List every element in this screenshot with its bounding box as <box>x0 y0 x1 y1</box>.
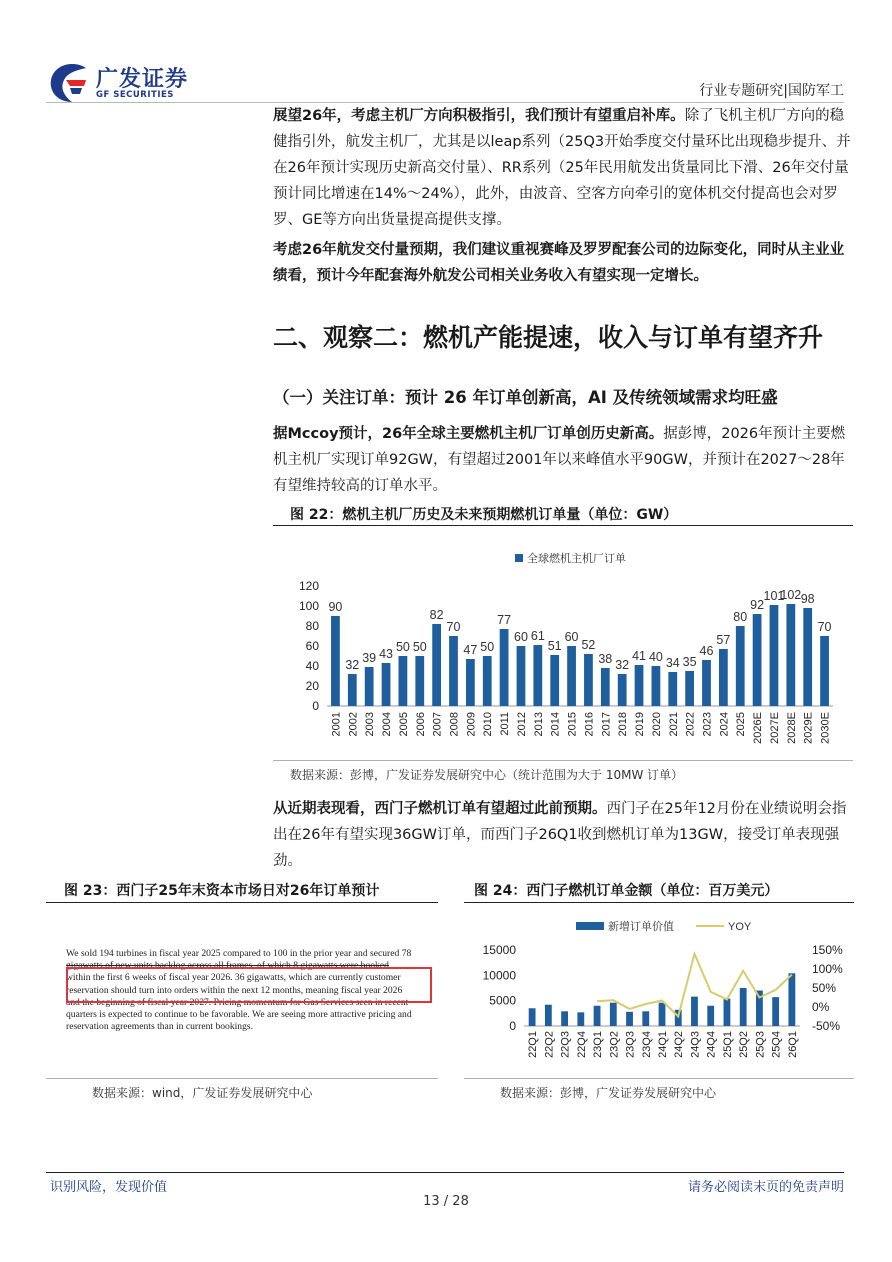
x-tick-label: 2028E <box>785 712 798 744</box>
y-right-tick-label: 100% <box>812 962 843 976</box>
bar <box>652 666 661 706</box>
figure-23-title: 图 23：西门子25年末资本市场日对26年订单预计 <box>64 883 380 899</box>
data-label: 39 <box>362 651 377 665</box>
bar <box>449 636 458 706</box>
y-tick-label: 40 <box>305 659 319 673</box>
x-tick-label: 2007 <box>431 712 444 737</box>
x-tick-label: 2016 <box>583 712 596 737</box>
page-number: 13 / 28 <box>423 1194 469 1209</box>
x-tick-label: 2005 <box>397 712 410 737</box>
bar <box>594 1006 601 1026</box>
paragraph-2-lead: 考虑26年航发交付量预期，我们建议重视赛峰及罗罗配套公司的边际变化，同时从主业业绩看，预计今年配套海外航发公司相关业务收入有望实现一定增长。 <box>273 242 845 284</box>
y-right-tick-label: 150% <box>812 943 843 957</box>
figure-24-source: 数据来源：彭博，广发证券发展研究中心 <box>500 1086 717 1100</box>
bar <box>331 616 340 706</box>
data-label: 52 <box>581 638 596 652</box>
bar <box>533 645 542 706</box>
y-right-tick-label: 50% <box>812 981 837 995</box>
paragraph-2 <box>273 237 853 289</box>
x-tick-label: 2015 <box>566 712 579 737</box>
data-label: 51 <box>547 639 562 653</box>
bar <box>772 997 779 1026</box>
quote-line: within the first 6 weeks of fiscal year 2026. 36 gigawatts, which are currently customer <box>66 972 401 984</box>
legend-label-yoy: YOY <box>728 921 752 933</box>
bar <box>702 660 711 706</box>
bar <box>736 626 745 706</box>
x-tick-label: 2013 <box>532 712 545 737</box>
legend-label-order-value: 新增订单价值 <box>608 921 674 933</box>
x-tick-label: 24Q3 <box>689 1031 702 1058</box>
bar <box>635 665 644 706</box>
x-tick-label: 2006 <box>414 712 427 737</box>
figure-22-bottom-rule <box>273 760 853 761</box>
logo-text-cn: 广发证券 <box>96 67 189 92</box>
gf-logo-icon <box>46 60 92 104</box>
footer-divider <box>46 1172 844 1173</box>
quote-line: reservation agreements than in current bookings. <box>66 1021 254 1033</box>
data-label: 90 <box>328 600 343 614</box>
x-tick-label: 25Q3 <box>754 1031 767 1058</box>
bar <box>415 656 424 706</box>
data-label: 46 <box>699 644 714 658</box>
x-tick-label: 2009 <box>465 712 478 737</box>
x-tick-label: 2002 <box>347 712 360 737</box>
paragraph-4 <box>273 796 853 874</box>
bar <box>529 1008 536 1026</box>
bar <box>685 671 694 706</box>
x-tick-label: 2001 <box>330 712 343 737</box>
bar <box>668 672 677 706</box>
bar <box>500 629 509 706</box>
bar <box>577 1012 584 1026</box>
quote-highlight-box <box>66 967 432 1003</box>
bar <box>753 614 762 706</box>
y-left-tick-label: 10000 <box>482 968 516 983</box>
data-label: 101 <box>763 589 785 603</box>
figure-24-chart <box>464 906 854 1076</box>
x-tick-label: 2019 <box>634 712 647 737</box>
bar <box>724 999 731 1026</box>
x-tick-label: 2023 <box>701 712 714 737</box>
bar <box>626 1012 633 1026</box>
x-tick-label: 2017 <box>600 712 613 737</box>
data-label: 70 <box>817 620 832 634</box>
y-tick-label: 100 <box>298 599 319 613</box>
bar <box>545 1005 552 1026</box>
y-tick-label: 20 <box>305 679 319 693</box>
x-tick-label: 2024 <box>718 712 731 737</box>
x-tick-label: 24Q2 <box>673 1031 686 1058</box>
paragraph-1 <box>273 103 853 233</box>
data-label: 32 <box>345 658 360 672</box>
bar <box>803 608 812 706</box>
brand-logo <box>46 60 196 104</box>
y-right-tick-label: -50% <box>812 1019 841 1033</box>
data-label: 50 <box>395 640 410 654</box>
bar <box>483 656 492 706</box>
bar <box>550 655 559 706</box>
logo-text-en: GF SECURITIES <box>96 90 174 100</box>
quote-line: and the beginning of fiscal year 2027. Pricing momentum for Gas Services seen in recent <box>66 996 409 1008</box>
bar <box>820 636 829 706</box>
x-tick-label: 2030E <box>819 712 832 744</box>
data-label: 82 <box>429 608 444 622</box>
bar <box>642 1011 649 1026</box>
figure-22-chart <box>273 530 853 758</box>
x-tick-label: 24Q1 <box>657 1031 669 1058</box>
bar <box>348 674 357 706</box>
paragraph-3 <box>273 421 853 499</box>
x-tick-label: 23Q3 <box>624 1031 637 1058</box>
bar <box>770 605 779 706</box>
quote-line: reservation should turn into orders within the next 12 months, meaning fiscal year 2026 <box>66 984 403 996</box>
data-label: 50 <box>480 640 495 654</box>
y-tick-label: 120 <box>298 579 319 593</box>
x-tick-label: 25Q4 <box>770 1031 783 1058</box>
data-label: 57 <box>716 633 731 647</box>
section-heading: 二、观察二：燃机产能提速，收入与订单有望齐升 <box>273 323 824 352</box>
data-label: 40 <box>648 650 663 664</box>
x-tick-label: 26Q1 <box>786 1031 799 1058</box>
x-tick-label: 23Q2 <box>608 1031 621 1058</box>
bar <box>601 668 610 706</box>
quote-line: quarters is expected to continue to be favorable. We are seeing more attractive pricing and <box>66 1009 412 1021</box>
x-tick-label: 24Q4 <box>705 1031 718 1058</box>
bar <box>567 646 576 706</box>
data-label: 41 <box>632 649 646 663</box>
legend-label-orders: 全球燃机主机厂订单 <box>527 553 626 565</box>
bar <box>610 1003 617 1026</box>
x-tick-label: 2012 <box>515 712 528 737</box>
paragraph-4-lead: 从近期表现看，西门子燃机订单有望超过此前预期。 <box>273 801 607 817</box>
bar <box>788 973 795 1026</box>
paragraph-3-body: 据彭博，2026年预计主要燃机主机厂实现订单92GW，有望超过2001年以来峰值水平90GW，并预计在2027～28年有望维持较高的订单水平。 <box>273 426 846 494</box>
x-tick-label: 2026E <box>752 712 765 744</box>
legend-swatch-orders <box>515 554 523 562</box>
data-label: 98 <box>800 592 815 606</box>
x-tick-label: 2003 <box>364 712 377 737</box>
paragraph-4-body: 西门子在25年12月份在业绩说明会指出在26年有望实现36GW订单，而西门子26Q1收到燃机订单为13GW，接受订单表现强劲。 <box>273 801 847 869</box>
figure-24-top-rule <box>464 902 854 903</box>
x-tick-label: 23Q1 <box>592 1031 605 1058</box>
x-tick-label: 2008 <box>448 712 461 737</box>
bar <box>659 1003 666 1026</box>
x-tick-label: 2011 <box>499 712 512 736</box>
x-tick-label: 2004 <box>381 712 394 737</box>
bar <box>382 663 391 706</box>
figure-24-title: 图 24：西门子燃机订单金额（单位：百万美元） <box>474 883 779 899</box>
quote-line: gigawatts of new units backlog across all frames, of which 8 gigawatts were booked <box>66 960 389 972</box>
bar <box>517 646 526 706</box>
bar <box>399 656 408 706</box>
data-label: 61 <box>530 629 545 643</box>
x-tick-label: 22Q2 <box>543 1031 556 1058</box>
x-tick-label: 2029E <box>802 712 815 744</box>
data-label: 92 <box>750 598 765 612</box>
paragraph-1-lead: 展望26年，考虑主机厂方向积极指引，我们预计有望重启补库。 <box>273 108 685 124</box>
bar <box>432 624 441 706</box>
y-tick-label: 80 <box>305 619 319 633</box>
figure-23-source: 数据来源：wind，广发证券发展研究中心 <box>92 1086 313 1100</box>
paragraph-1-body: 除了飞机主机厂方向的稳健指引外，航发主机厂，尤其是以leap系列（25Q3开始季度交付量环比出现稳步提升、并在26年预计实现历史新高交付量）、RR系列（25年民用航发出货量同比下滑、26年交付量预计同比增速在14%～24%），此外，由波音、空客方向牵引的宽体机交付提高也会对罗罗、GE等方向出货量提高提供支撑。 <box>273 108 851 228</box>
bar <box>740 988 747 1026</box>
bar <box>691 997 698 1026</box>
y-tick-label: 0 <box>312 699 319 713</box>
data-label: 60 <box>564 630 579 644</box>
data-label: 77 <box>497 613 512 627</box>
x-tick-label: 23Q4 <box>640 1031 653 1058</box>
data-label: 70 <box>446 620 461 634</box>
y-tick-label: 60 <box>305 639 319 653</box>
subsection-heading: （一）关注订单：预计 26 年订单创新高，AI 及传统领域需求均旺盛 <box>273 388 778 407</box>
footer-slogan: 识别风险，发现价值 <box>50 1180 168 1195</box>
data-label: 47 <box>463 643 478 657</box>
figure-23-bottom-rule <box>46 1078 438 1079</box>
x-tick-label: 2027E <box>768 712 781 744</box>
figure-23-top-rule <box>46 902 438 903</box>
legend-swatch-order-value <box>576 922 604 930</box>
figure-24-bottom-rule <box>464 1078 854 1079</box>
bar <box>584 654 593 706</box>
data-label: 35 <box>682 655 697 669</box>
bar <box>707 1006 714 1026</box>
data-label: 50 <box>412 640 427 654</box>
x-tick-label: 2014 <box>549 712 562 737</box>
figure-22-source: 数据来源：彭博，广发证券发展研究中心（统计范围为大于 10MW 订单） <box>290 768 684 782</box>
x-tick-label: 2022 <box>684 712 697 737</box>
figure-22-title: 图 22：燃机主机厂历史及未来预期燃机订单量（单位：GW） <box>290 507 678 523</box>
x-tick-label: 22Q3 <box>559 1031 572 1058</box>
x-tick-label: 2018 <box>617 712 630 737</box>
y-left-tick-label: 15000 <box>482 943 516 957</box>
quote-line: We sold 194 turbines in fiscal year 2025 compared to 100 in the prior year and secured 78 <box>66 948 412 959</box>
y-left-tick-label: 5000 <box>489 993 516 1008</box>
bar <box>365 667 374 706</box>
x-tick-label: 2010 <box>482 712 495 737</box>
x-tick-label: 25Q2 <box>738 1031 751 1058</box>
data-label: 102 <box>780 588 802 602</box>
x-tick-label: 25Q1 <box>721 1031 734 1058</box>
data-label: 80 <box>733 610 748 624</box>
bar <box>618 674 627 706</box>
report-category: 行业专题研究|国防军工 <box>699 83 844 99</box>
x-tick-label: 2021 <box>667 712 680 737</box>
footer-disclaimer-link[interactable]: 请务必阅读末页的免责声明 <box>687 1180 844 1195</box>
x-tick-label: 22Q1 <box>527 1031 540 1058</box>
bar <box>466 659 475 706</box>
figure-22-top-rule <box>273 525 853 526</box>
bar <box>786 604 795 706</box>
paragraph-3-lead: 据Mccoy预计，26年全球主要燃机主机厂订单创历史新高。 <box>273 426 664 442</box>
bar <box>719 649 728 706</box>
data-label: 38 <box>598 652 613 666</box>
data-label: 60 <box>514 630 528 644</box>
y-right-tick-label: 0% <box>812 1000 830 1014</box>
data-label: 34 <box>665 656 680 670</box>
x-tick-label: 22Q4 <box>575 1031 588 1058</box>
data-label: 43 <box>379 647 393 661</box>
y-left-tick-label: 0 <box>509 1019 516 1033</box>
x-tick-label: 2020 <box>650 712 663 737</box>
data-label: 32 <box>615 658 630 672</box>
bar <box>561 1011 568 1026</box>
x-tick-label: 2025 <box>735 712 748 737</box>
